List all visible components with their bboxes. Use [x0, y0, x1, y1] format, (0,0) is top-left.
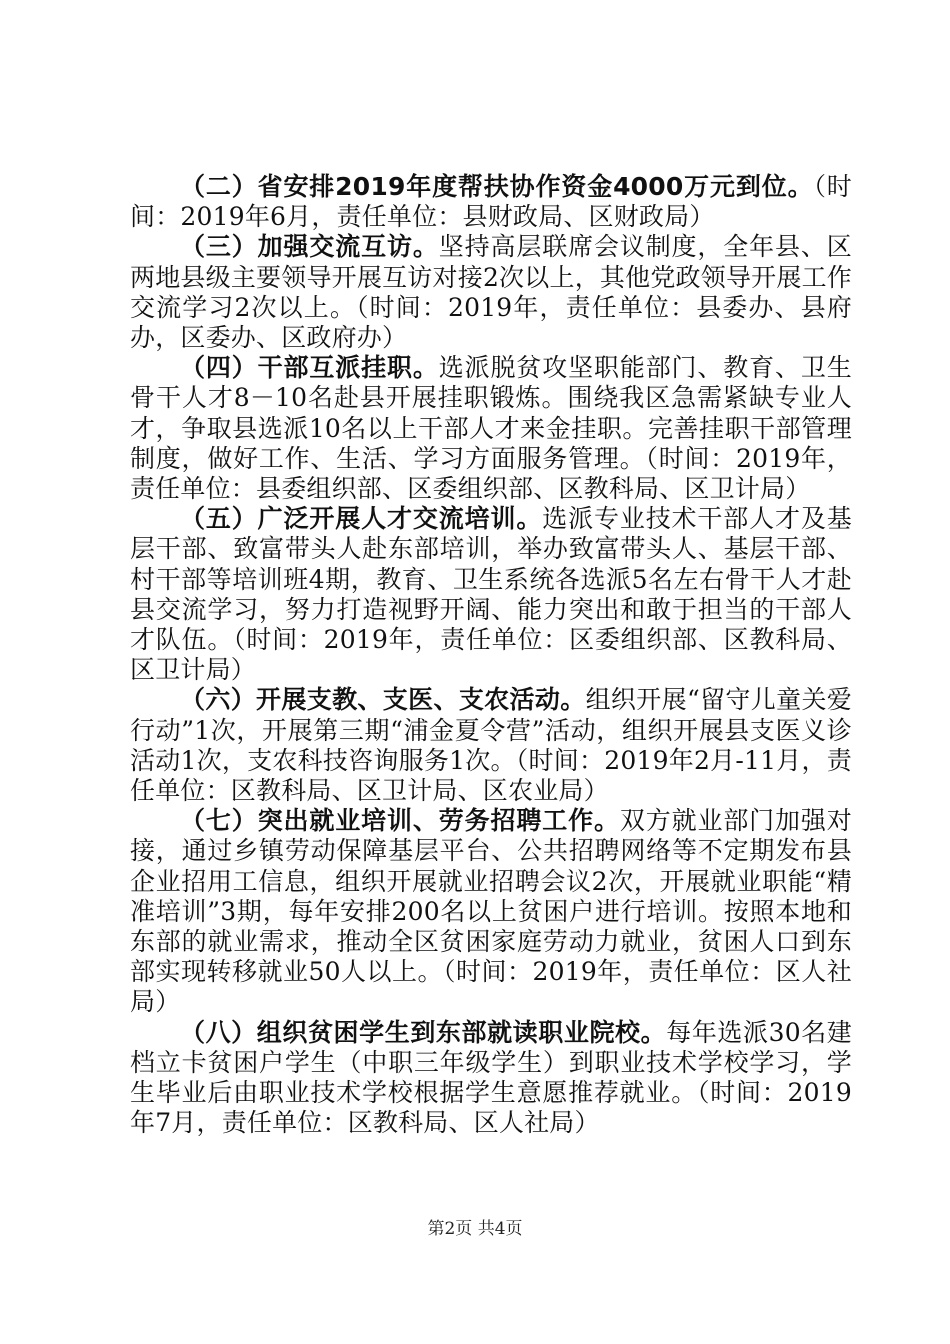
paragraph-heading: （五）广泛开展人才交流培训。 — [180, 504, 543, 534]
paragraph-text: 坚持高层联席会议制度，全年县、区两地县级主要领导开展互访对接2次以上，其他党政领导开展工作交流学习2次以上。（时间：2019年，责任单位：县委办、县府办，区委办、区政府办） — [130, 232, 852, 353]
document-body — [130, 172, 852, 1139]
paragraph-heading: （六）开展支教、支医、支农活动。 — [180, 685, 586, 715]
paragraph-heading: （七）突出就业培训、劳务招聘工作。 — [180, 806, 620, 836]
paragraph-text: （时间：2019年6月，责任单位：县财政局、区财政局） — [130, 172, 852, 232]
paragraph-4 — [130, 353, 852, 504]
paragraph-text: 组织开展“留守儿童关爱行动”1次，开展第三期“浦金夏令营”活动，组织开展县支医义诊活动1次，支农科技咨询服务1次。（时间：2019年2月-11月，责任单位：区教科局、区卫计局、区农业局） — [130, 685, 853, 806]
paragraph-heading: （三）加强交流互访。 — [180, 232, 439, 262]
paragraph-2 — [130, 172, 852, 232]
paragraph-text: 选派脱贫攻坚职能部门、教育、卫生骨干人才8－10名赴县开展挂职锻炼。围绕我区急需紧缺专业人才，争取县选派10名以上干部人才来金挂职。完善挂职干部管理制度，做好工作、生活、学习方面服务管理。（时间：2019年，责任单位：县委组织部、区委组织部、区教科局、区卫计局） — [130, 353, 852, 504]
paragraph-text: 每年选派30名建档立卡贫困户学生（中职三年级学生）到职业技术学校学习，学生毕业后由职业技术学校根据学生意愿推荐就业。（时间：2019年7月，责任单位：区教科局、区人社局） — [130, 1017, 852, 1138]
paragraph-heading: （八）组织贫困学生到东部就读职业院校。 — [180, 1017, 667, 1047]
paragraph-6 — [130, 685, 852, 806]
paragraph-text: 选派专业技术干部人才及基层干部、致富带头人赴东部培训，举办致富带头人、基层干部、村干部等培训班4期，教育、卫生系统各选派5名左右骨干人才赴县交流学习，努力打造视野开阔、能力突出和敢于担当的干部人才队伍。（时间：2019年，责任单位：区委组织部、区教科局、区卫计局） — [130, 504, 852, 685]
paragraph-heading: （四）干部互派挂职。 — [180, 353, 439, 383]
paragraph-8 — [130, 1018, 852, 1139]
paragraph-5 — [130, 504, 852, 685]
page-footer: 第2页 共4页 — [427, 1219, 523, 1239]
paragraph-7 — [130, 806, 852, 1017]
paragraph-heading: （二）省安排2019年度帮扶协作资金4000万元到位。 — [180, 172, 814, 201]
paragraph-3 — [130, 232, 852, 353]
paragraph-text: 双方就业部门加强对接，通过乡镇劳动保障基层平台、公共招聘网络等不定期发布县企业招用工信息，组织开展就业招聘会议2次，开展就业职能“精准培训”3期，每年安排200名以上贫困户进行培训。按照本地和东部的就业需求，推动全区贫困家庭劳动力就业，贫困人口到东部实现转移就业50人以上。（时间：2019年，责任单位：区人社局） — [130, 806, 852, 1017]
